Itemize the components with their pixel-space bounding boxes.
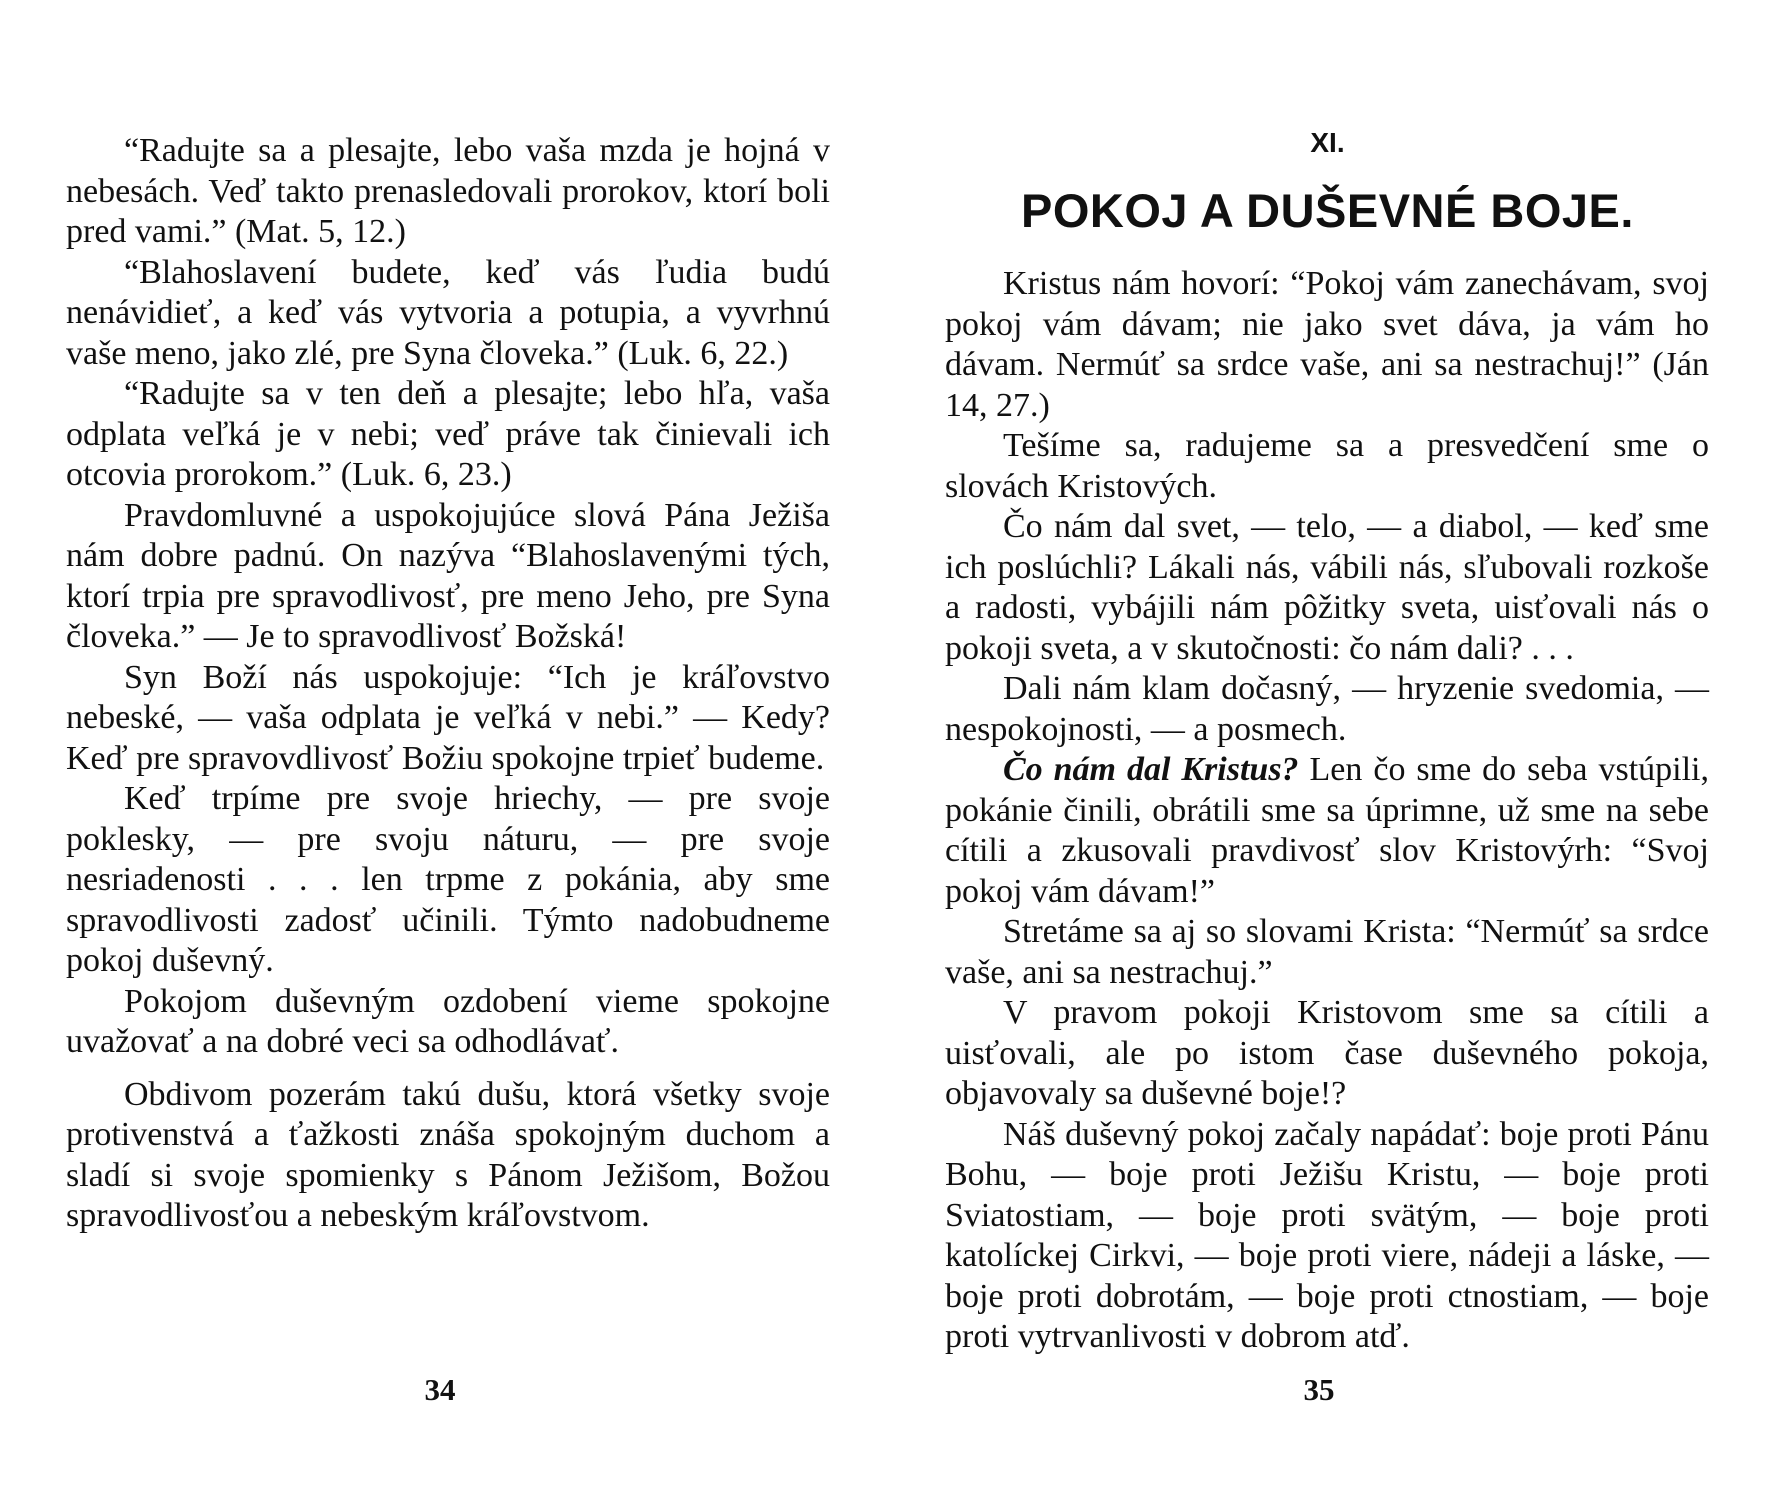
paragraph: Stretáme sa aj so slovami Krista: “Nermúť sa srdce vaše, ani sa nestrachuj.” (945, 913, 1709, 991)
emphasis-question: Čo nám dal Kristus? (1003, 751, 1299, 788)
paragraph: V pravom pokoji Kristovom sme sa cítili a uisťovali, ale po istom čase duševného pokoja, objavovaly sa duševné boje!? (945, 994, 1709, 1112)
paragraph: Tešíme sa, radujeme sa a presvedčení sme o slovách Kristových. (945, 427, 1709, 505)
paragraph-text: Len čo sme do seba vstúpili, pokánie činili, obrátili sme sa úprimne, už sme na sebe cítili a zkusovali pravdivosť slov Kristovýrh: “Svoj pokoj vám dávam!” (945, 751, 1710, 910)
right-page-text (945, 264, 1709, 1358)
paragraph: Čo nám dal svet, — telo, — a diabol, — keď sme ich poslúchli? Lákali nás, vábili nás, sľubovali rozkoše a radosti, vybájili nám pôžitky sveta, uisťovali nás o pokoji sveta, a v skutočnosti: čo nám dali? . . . (945, 508, 1709, 667)
page-number: 35 (1303, 1372, 1335, 1407)
paragraph: Keď trpíme pre svoje hriechy, — pre svoje poklesky, — pre svoju náturu, — pre svoje nesriadenosti . . . len trpme z pokánia, aby sme spravodlivosti zadosť učinili. Týmto nadobudneme pokoj duševný. (66, 780, 830, 979)
paragraph: Pravdomluvné a uspokojujúce slová Pána Ježiša nám dobre padnú. On nazýva “Blahoslavenými tých, ktorí trpia pre spravodlivosť, pre meno Jeho, pre Syna človeka.” — Je to spravodlivosť Božská! (66, 496, 830, 655)
paragraph: Syn Boží nás uspokojuje: “Ich je kráľovstvo nebeské, — vaša odplata je veľká v nebi.” — Kedy? Keď pre spravovdlivosť Božiu spokojne trpieť budeme. (66, 658, 830, 777)
paragraph: Pokojom duševným ozdobení vieme spokojne uvažovať a na dobré veci sa odhodlávať. (66, 982, 830, 1060)
paragraph: Obdivom pozerám takú dušu, ktorá všetky svoje protivenstvá a ťažkosti znáša spokojným duchom a sladí si svoje spomienky s Pánom Ježišom, Božou spravodlivosťou a nebeským kráľovstvom. (66, 1075, 830, 1234)
chapter-number: XI. (1310, 127, 1345, 158)
paragraph: Dali nám klam dočasný, — hryzenie svedomia, — nespokojnosti, — a posmech. (945, 670, 1709, 748)
paragraph: Náš duševný pokoj začaly napádať: boje proti Pánu Bohu, — boje proti Ježišu Kristu, — boje proti Sviatostiam, — boje proti svätým, — boje proti katolíckej Cirkvi, — boje proti viere, nádeji a láske, — boje proti dobrotám, — boje proti ctnostiam, — boje proti vytrvanlivosti v dobrom atď. (945, 1115, 1709, 1355)
paragraph: Kristus nám hovorí: “Pokoj vám zanechávam, svoj pokoj vám dávam; nie jako svet dáva, ja vám ho dávam. Nermúť sa srdce vaše, ani sa nestrachuj!” (Ján 14, 27.) (945, 265, 1709, 424)
paragraph: “Blahoslavení budete, keď vás ľudia budú nenávidieť, a keď vás vytvoria a potupia, a vyvrhnú vaše meno, jako zlé, pre Syna človeka.” (Luk. 6, 22.) (66, 253, 830, 372)
paragraph: “Radujte sa a plesajte, lebo vaša mzda je hojná v nebesách. Veď takto prenasledovali prorokov, ktorí boli pred vami.” (Mat. 5, 12.) (66, 132, 830, 250)
right-page (885, 0, 1770, 1500)
left-page-text (66, 131, 830, 1237)
page-number: 34 (424, 1372, 456, 1407)
paragraph: “Radujte sa v ten deň a plesajte; lebo hľa, vaša odplata veľká je v nebi; veď práve tak činievali ich otcovia prorokom.” (Luk. 6, 23.) (66, 375, 830, 493)
paragraph (945, 750, 1709, 912)
chapter-title: POKOJ A DUŠEVNÉ BOJE. (1021, 184, 1634, 237)
